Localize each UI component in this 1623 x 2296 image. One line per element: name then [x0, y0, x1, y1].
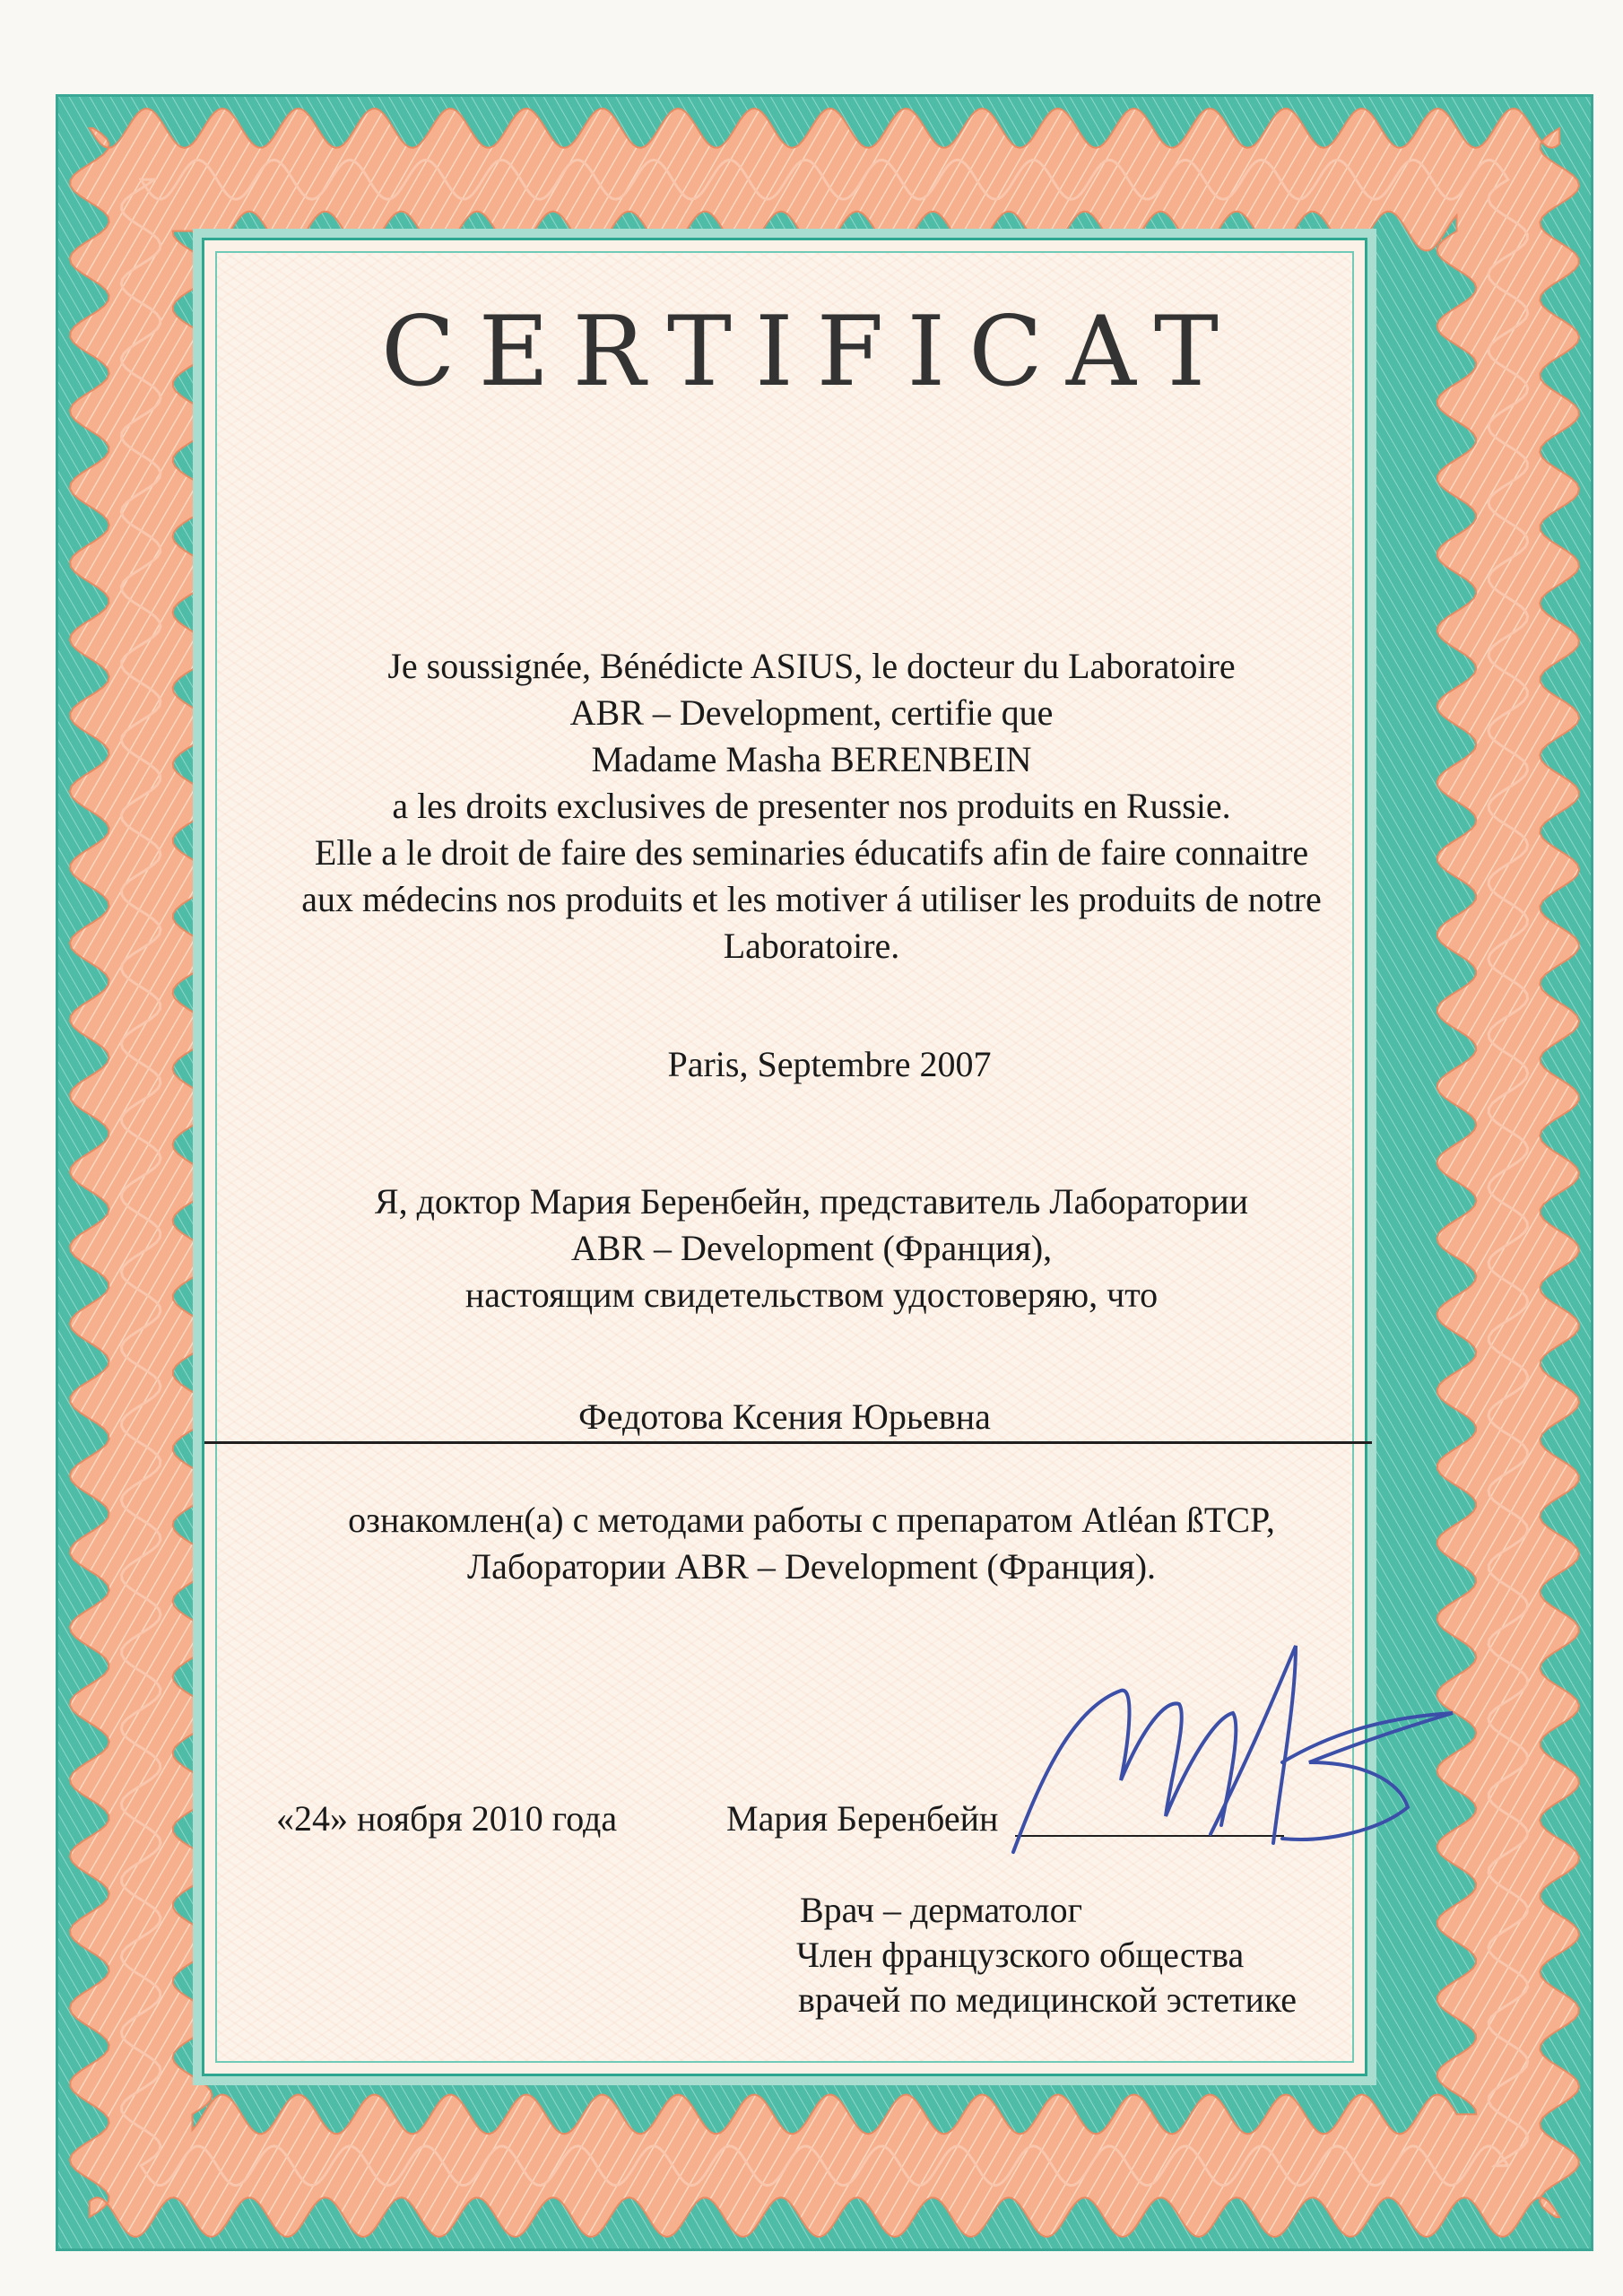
- completion-line-2: Лаборатории ABR – Development (Франция).: [466, 1546, 1157, 1587]
- completion-line-1: ознакомлен(а) с методами работы с препаратом Atléan ßTCP,: [348, 1500, 1275, 1540]
- french-line-1: Je soussignée, Bénédicte ASIUS, le docteur du Laboratoire: [387, 646, 1236, 686]
- french-line-7: Laboratoire.: [723, 926, 900, 966]
- russian-line-2: ABR – Development (Франция),: [570, 1228, 1053, 1268]
- issue-date: «24» ноября 2010 года: [276, 1798, 618, 1839]
- handwritten-signature: [986, 1628, 1488, 1870]
- russian-line-1: Я, доктор Мария Беренбейн, представитель Лаборатории: [374, 1181, 1249, 1222]
- recipient-name: Федотова Ксения Юрьевна: [578, 1396, 991, 1437]
- french-line-3: Madame Masha BERENBEIN: [591, 739, 1032, 779]
- certificate-title: CERTIFICAT: [381, 296, 1242, 408]
- credential-line-2: Член французского общества: [796, 1935, 1245, 1975]
- credential-line-3: врачей по медицинской эстетике: [798, 1979, 1298, 2020]
- french-line-5: Elle a le droit de faire des seminaries éducatifs afin de faire connaitre: [314, 832, 1309, 873]
- french-line-4: a les droits exclusives de presenter nos produits en Russie.: [392, 786, 1231, 826]
- russian-line-3: настоящим свидетельством удостоверяю, что: [464, 1274, 1159, 1315]
- credential-line-1: Врач – дерматолог: [800, 1890, 1082, 1930]
- recipient-underline: [204, 1441, 1372, 1444]
- signatory-name: Мария Беренбейн: [726, 1798, 999, 1839]
- place-date: Paris, Septembre 2007: [667, 1044, 992, 1084]
- french-line-2: ABR – Development, certifie que: [569, 692, 1054, 733]
- french-line-6: aux médecins nos produits et les motiver á utiliser les produits de notre: [301, 879, 1322, 919]
